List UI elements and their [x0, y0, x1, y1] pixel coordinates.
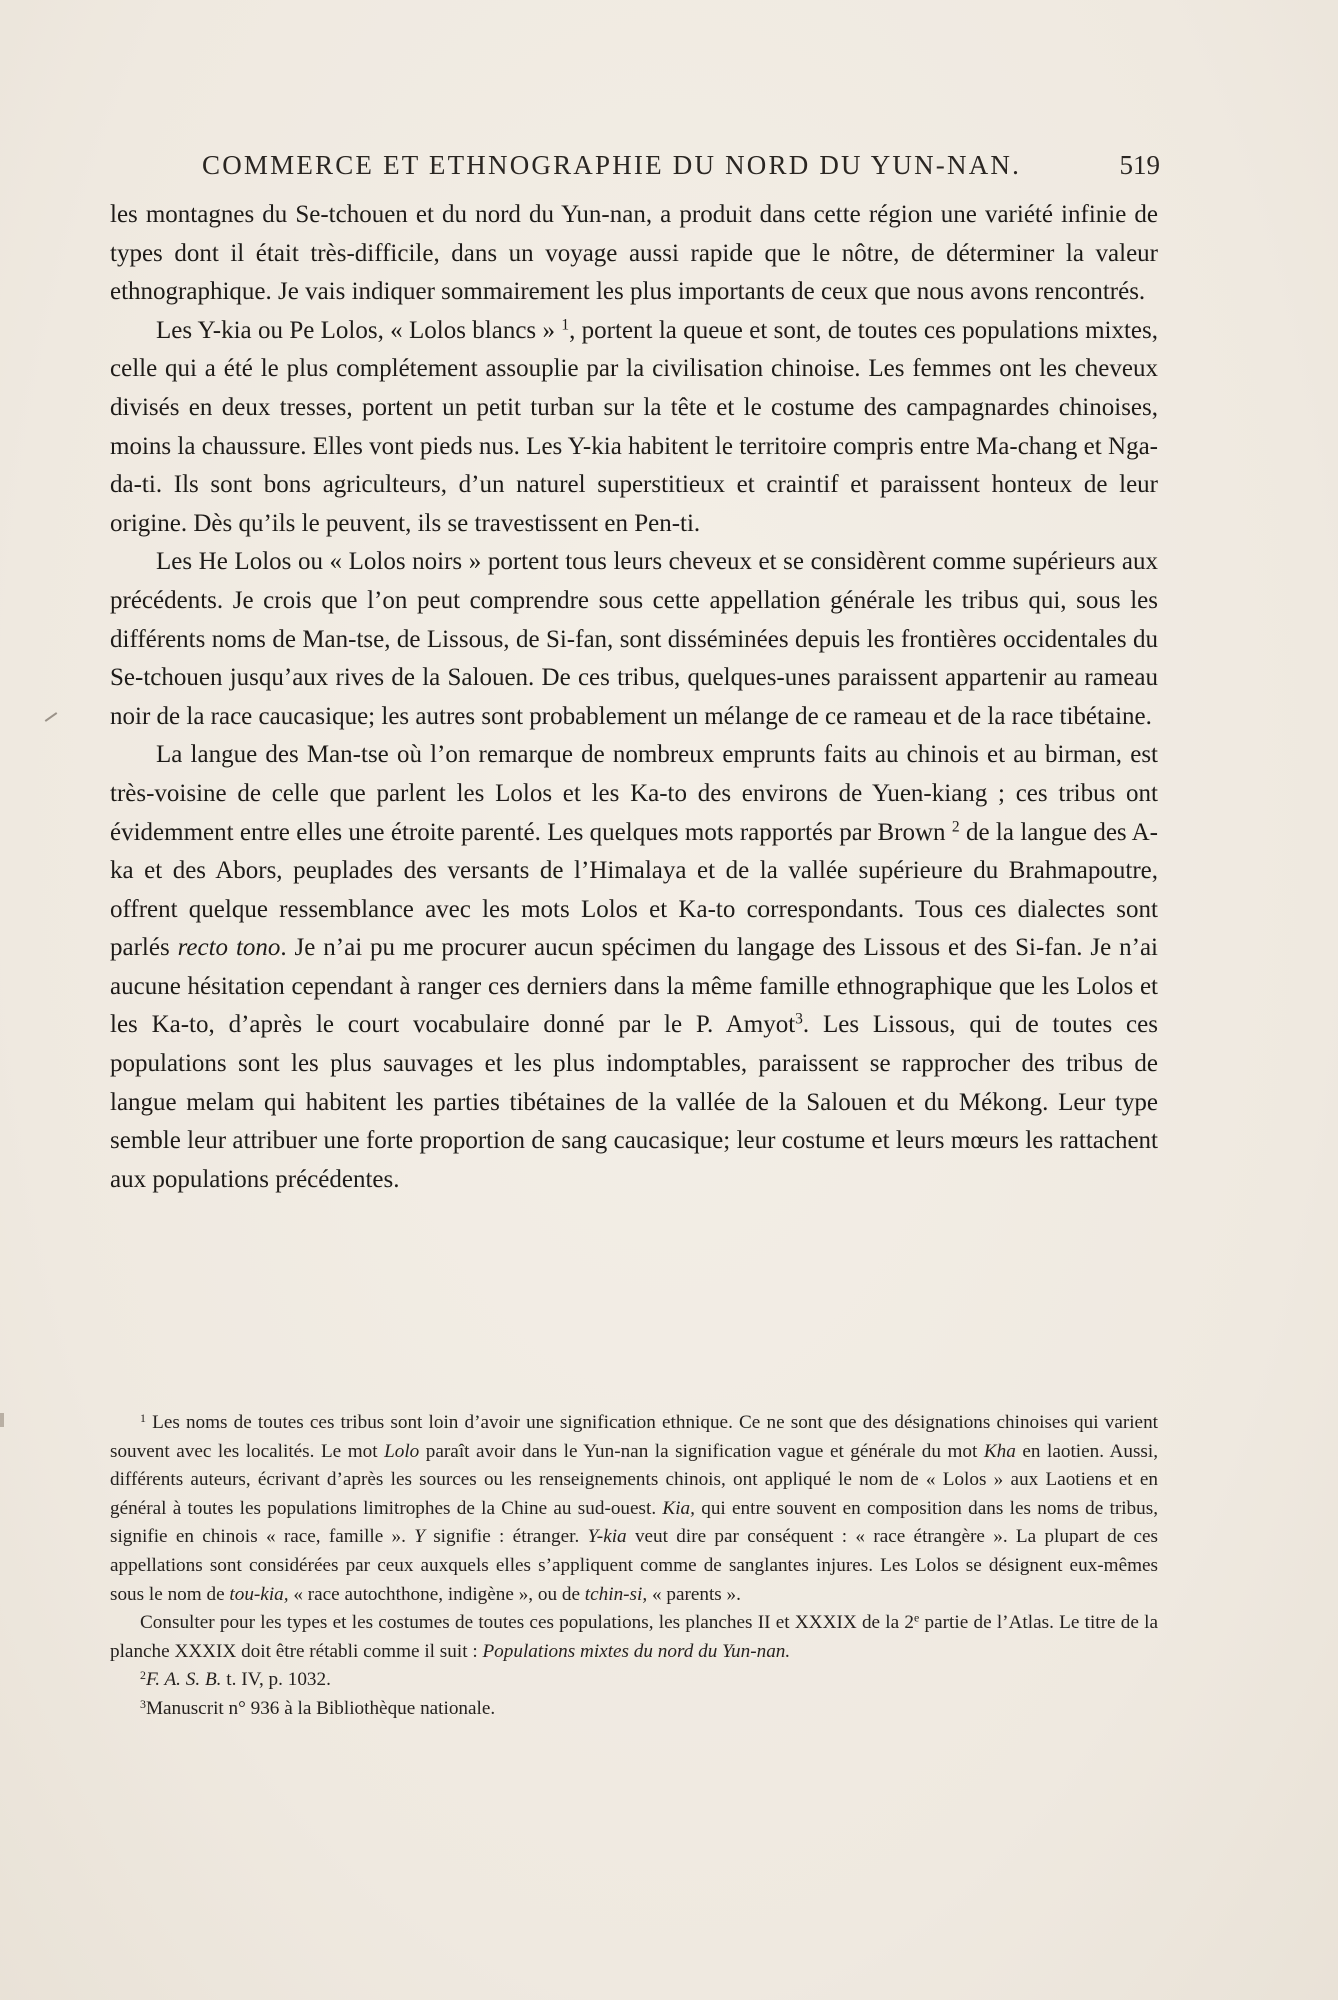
- footnote-1-number: 1: [140, 1411, 146, 1426]
- paragraph-2-text-b: , portent la queue et sont, de toutes ces populations mixtes, celle qui a été le plus complétement assouplie par la civilisation chinoise. Les femmes ont les cheveux divisés en deux tresses, portent un petit turban sur la tête et le costume des campagnardes chinoises, moins la chaussure. Elles vont pieds nus. Les Y-kia habitent le territoire compris entre Ma-chang et Nga-da-ti. Ils sont bons agriculteurs, d’un naturel superstitieux et craintif et paraissent honteux de leur origine. Dès qu’ils le peuvent, ils se travestissent en Pen-ti.: [110, 316, 1159, 537]
- paragraph-4: [110, 736, 1158, 1199]
- footnote-ref-2: 2: [951, 817, 960, 835]
- paragraph-1-text: les montagnes du Se-tchouen et du nord du Yun-nan, a produit dans cette région une variété infinie de types dont il était très-difficile, dans un voyage aussi rapide que le nôtre, de déterminer la valeur ethnographique. Je vais indiquer sommairement les plus importants de ceux que nous avons rencontrés.: [110, 201, 1158, 306]
- footnote-consult: [110, 1609, 1158, 1666]
- running-title: COMMERCE ET ETHNOGRAPHIE DU NORD DU YUN-NAN.: [202, 150, 1022, 180]
- consult-text-b: partie de l’Atlas. Le titre de la planche XXXIX doit être rétabli comme il suit :: [110, 1612, 1158, 1662]
- main-text: [110, 196, 1158, 1199]
- paragraph-3-text: Les He Lolos ou « Lolos noirs » portent tous leurs cheveux et se considèrent comme supérieurs aux précédents. Je crois que l’on peut comprendre sous cette appellation générale les tribus qui, sous les différents noms de Man-tse, de Lissous, de Si-fan, sont disséminées depuis les frontières occidentales du Se-tchouen jusqu’aux rives de la Salouen. De ces tribus, quelques-unes paraissent appartenir au rameau noir de la race caucasique; les autres sont probablement un mélange de ce rameau et de la race tibétaine.: [110, 548, 1158, 730]
- footnote-2-text: t. IV, p. 1032.: [221, 1669, 331, 1691]
- footnote-1-text-d: qui entre souvent en composition dans les noms de tribus, signifie en chinois « race, famille ».: [110, 1497, 1158, 1548]
- footnote-1-text-f: veut dire par conséquent : « race étrangère ». La plupart de ces appellations sont considérées par ceux auxquels elles s’appliquent comme de sanglantes injures. Les Lolos se désignent eux-mêmes sous le nom de: [110, 1526, 1158, 1605]
- footnote-1-lolo: Lolo: [384, 1440, 420, 1462]
- footnote-3-text: Manuscrit n° 936 à la Bibliothèque nationale.: [145, 1697, 496, 1719]
- footnote-1-text-a: Les noms de toutes ces tribus sont loin d’avoir une signification ethnique. Ce ne sont que des désignations chinoises qui varient souvent avec les localités. Le mot: [110, 1412, 1158, 1462]
- footnote-ref-3: 3: [795, 1010, 803, 1028]
- page-number: 519: [1119, 150, 1160, 180]
- recto-tono-italic: recto tono: [177, 934, 281, 962]
- margin-pencil-mark: [45, 712, 58, 722]
- footnote-2-italic: F. A. S. B.: [145, 1669, 222, 1691]
- footnote-1-toukia: tou-kia,: [229, 1583, 289, 1605]
- page-header: [110, 150, 1160, 190]
- paragraph-2: [110, 312, 1158, 544]
- footnote-1-text-e: signifie : étranger.: [424, 1526, 588, 1548]
- footnote-3: [110, 1695, 1158, 1724]
- footnote-1: [110, 1409, 1158, 1609]
- paragraph-3: [110, 543, 1158, 736]
- paragraph-4-text-d: . Les Lissous, qui de toutes ces populations sont les plus sauvages et les plus indomptables, paraissent se rapprocher des tribus de langue melam qui habitent les parties tibétaines de la vallée de la Salouen et du Mékong. Leur type semble leur attribuer une forte proportion de sang caucasique; leur costume et leurs mœurs les rattachent aux populations précédentes.: [110, 1011, 1158, 1193]
- footnote-2-number: 2: [140, 1668, 146, 1683]
- footnote-2: [110, 1666, 1158, 1695]
- margin-edge-mark: [0, 1413, 4, 1427]
- consult-text-a: Consulter pour les types et les costumes de toutes ces populations, les planches II et XXXIX de la 2: [140, 1612, 915, 1634]
- footnote-3-number: 3: [140, 1697, 146, 1711]
- footnote-1-text-h: « parents ».: [647, 1583, 741, 1605]
- footnote-1-kia: Kia,: [662, 1497, 695, 1519]
- footnote-1-text-g: « race autochthone, indigène », ou de: [288, 1583, 585, 1605]
- footnote-1-text-b: paraît avoir dans le Yun-nan la signification vague et générale du mot: [419, 1440, 984, 1462]
- footnote-1-y: Y: [414, 1526, 425, 1548]
- paragraph-4-text-a: La langue des Man-tse où l’on remarque de nombreux emprunts faits au chinois et au birman, est très-voisine de celle que parlent les Lolos et les Ka-to des environs de Yuen-kiang ; ces tribus ont évidemment entre elles une étroite parenté. Les quelques mots rapportés par Brown: [110, 741, 1158, 846]
- paragraph-4-text-c: . Je n’ai pu me procurer aucun spécimen du langage des Lissous et des Si-fan. Je n’ai aucune hésitation cependant à ranger ces derniers dans la même famille ethnographique que les Lolos et les Ka-to, d’après le court vocabulaire donné par le P. Amyot: [110, 934, 1159, 1039]
- consult-italic-title: Populations mixtes du nord du Yun-nan.: [482, 1640, 791, 1662]
- paragraph-1: [110, 196, 1158, 312]
- footnotes: [110, 1409, 1158, 1724]
- footnote-1-ykia: Y-kia: [587, 1526, 627, 1548]
- footnote-1-kha: Kha: [983, 1440, 1016, 1462]
- consult-superscript: e: [914, 1610, 920, 1625]
- footnote-ref-1: 1: [561, 316, 570, 334]
- footnote-1-text-c: en laotien. Aussi, différents auteurs, écrivant d’après les sources ou les renseignements chinois, ont appliqué le nom de « Lolos » aux Laotiens et en général à toutes les populations limitrophes de la Chine au sud-ouest.: [110, 1440, 1159, 1519]
- footnote-1-tchinsi: tchin-si,: [584, 1583, 648, 1605]
- paragraph-4-text-b: de la langue des A-ka et des Abors, peuplades des versants de l’Himalaya et de la vallée supérieure du Brahmapoutre, offrent quelque ressemblance avec les mots Lolos et Ka-to correspondants. Tous ces dialectes sont parlés: [110, 818, 1158, 962]
- paragraph-2-text-a: Les Y-kia ou Pe Lolos, « Lolos blancs »: [156, 316, 562, 344]
